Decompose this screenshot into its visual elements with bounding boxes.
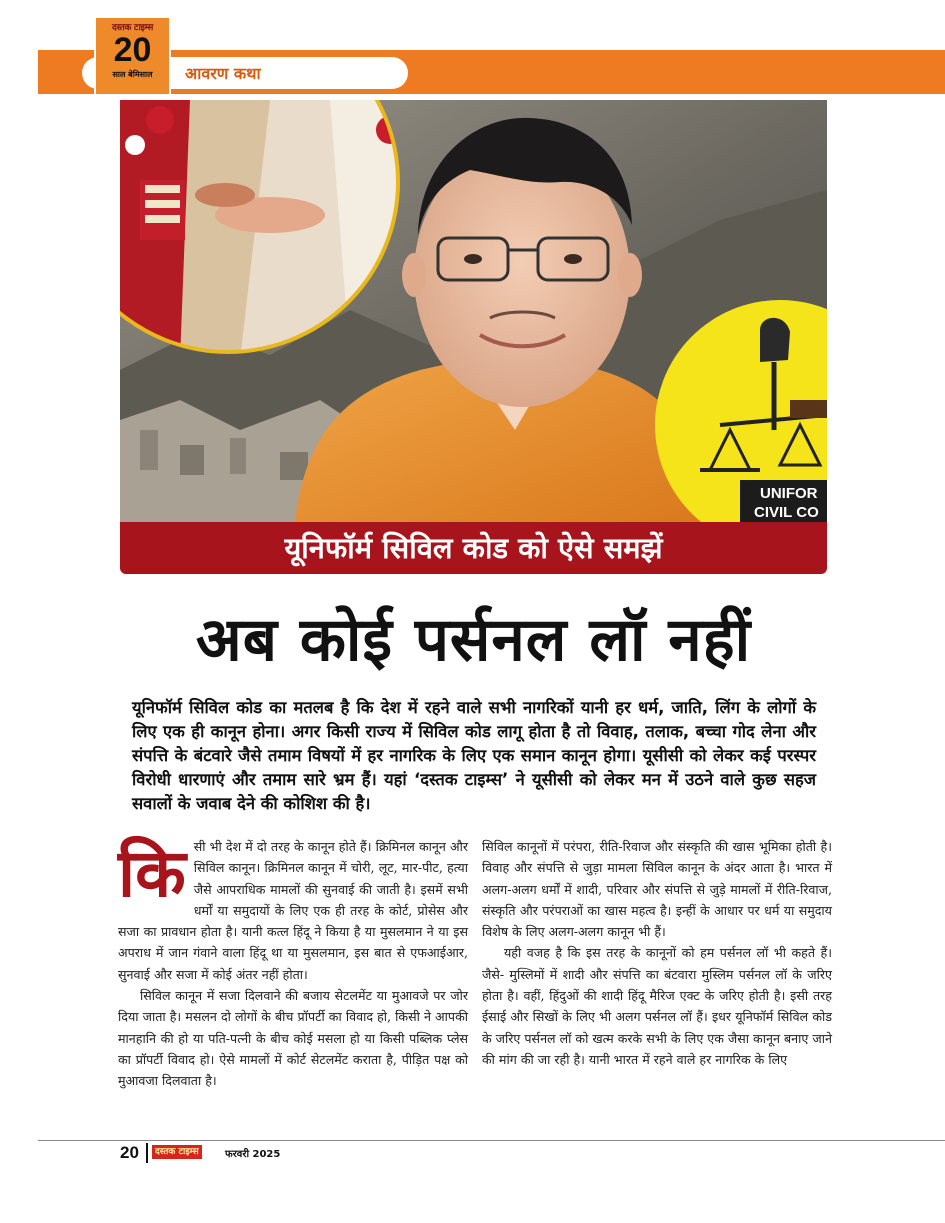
footer-brand-logo: दस्तक टाइम्स — [152, 1145, 202, 1159]
page-number: 20 — [120, 1143, 139, 1162]
ruin-block — [180, 445, 204, 475]
badge-number: 20 — [113, 31, 152, 69]
issue-date: फरवरी 2025 — [225, 1149, 281, 1160]
intro-paragraph: यूनिफॉर्म सिविल कोड का मतलब है कि देश में रहने वाले सभी नागरिकों यानी हर धर्म, जाति, लिंग के लोगों के लिए एक ही कानून होना। अगर किसी राज्य में सिविल कोड लागू होता है तो विवाह, तलाक, बच्चा गोद लेना और संपत्ति के बंटवारे जैसे तमाम विषयों में हर नागरिक के लिए एक समान कानून होगा। यूसीसी को लेकर कई परस्पर विरोधी धारणाएं और तमाम सारे भ्रम हैं। यहां ‘दस्तक टाइम्स’ ने यूसीसी को लेकर मन में उठने वाले कुछ सहज सवालों के जवाब देने की कोशिश की है। — [132, 698, 816, 813]
article-column-right — [482, 836, 832, 1070]
emblem-text-line1: UNIFOR — [760, 485, 818, 502]
anniversary-badge — [94, 16, 171, 96]
article-paragraph: यही वजह है कि इस तरह के कानूनों को हम पर्सनल लॉ भी कहते हैं। जैसे- मुस्लिमों में शादी और संपत्ति का बंटवारा मुस्लिम पर्सनल लॉ के जरिए होता है। वहीं, हिंदुओं की शादी हिंदू मैरिज एक्ट के जरिए होती है। इसी तरह ईसाई और सिखों के लिए भी अलग पर्सनल लॉ हैं। इधर यूनिफॉर्म सिविल कोड के जरिए पर्सनल लॉ को खत्म करके सभी के लिए एक जैसा कानून बनाए जाने की मांग की जा रही है। यानी भारत में रहने वाले हर नागरिक के लिए — [482, 945, 832, 1067]
emblem-text-line2: CIVIL CO — [754, 504, 819, 521]
badge-subtitle: साल बेमिसाल — [112, 70, 153, 79]
ruin-block — [230, 438, 246, 474]
article-paragraph: सिविल कानूनों में परंपरा, रीति-रिवाज और संस्कृति की खास भूमिका होती है। विवाह और संपत्ति से जुड़ा मामला सिविल कानून के अंदर आता है। भारत में अलग-अलग धर्मों में शादी, परिवार और संपत्ति से जुड़े मामलों में रीति-रिवाज, संस्कृति और परंपराओं का खास महत्व है। इन्हीं के आधार पर धर्म या समुदाय विशेष के लिए अलग-अलग कानून भी हैं। — [482, 839, 832, 940]
headline: अब कोई पर्सनल लॉ नहीं — [195, 605, 752, 675]
footer-rule — [38, 1140, 945, 1141]
article-column-left — [118, 836, 468, 1092]
article-paragraph: सी भी देश में दो तरह के कानून होते हैं। क्रिमिनल कानून और सिविल कानून। क्रिमिनल कानून में चोरी, लूट, मार-पीट, हत्या जैसे आपराधिक मामलों की सुनवाई की जाती है। इसमें सभी धर्मों या समुदायों के लिए एक ही तरह के कोर्ट, प्रोसेस और सजा का प्रावधान होता है। यानी कत्ल हिंदू ने किया है या मुसलमान ने या इस अपराध में जान गंवाने वाला हिंदू था या मुसलमान, इस बात से एफआईआर, सुनवाई और सजा में कोई अंतर नहीं होता। — [118, 839, 468, 982]
ruin-block — [140, 430, 158, 470]
ruin-block — [280, 452, 308, 480]
subtitle-banner — [120, 522, 827, 574]
drop-cap: कि — [118, 835, 186, 912]
hero-illustration — [120, 100, 827, 522]
article-paragraph: सिविल कानून में सजा दिलवाने की बजाय सेटलमेंट या मुआवजे पर जोर दिया जाता है। मसलन दो लोगों के बीच प्रॉपर्टी का विवाद हो, किसी ने आपकी मानहानि की हो या पति-पत्नी के बीच कोई मसला हो या किसी पब्लिक प्लेस का प्रॉपर्टी विवाद हो। ऐसे मामलों में कोर्ट सेटलमेंट कराता है, पीड़ित पक्ष को मुआवजा दिलवाता है। — [118, 988, 469, 1089]
subtitle-banner-text: यूनिफॉर्म सिविल कोड को ऐसे समझें — [284, 531, 663, 565]
hero-image — [120, 100, 827, 522]
footer-divider — [146, 1143, 148, 1163]
badge-brand: दस्तक टाइम्स — [111, 23, 154, 33]
section-label: आवरण कथा — [185, 64, 261, 83]
